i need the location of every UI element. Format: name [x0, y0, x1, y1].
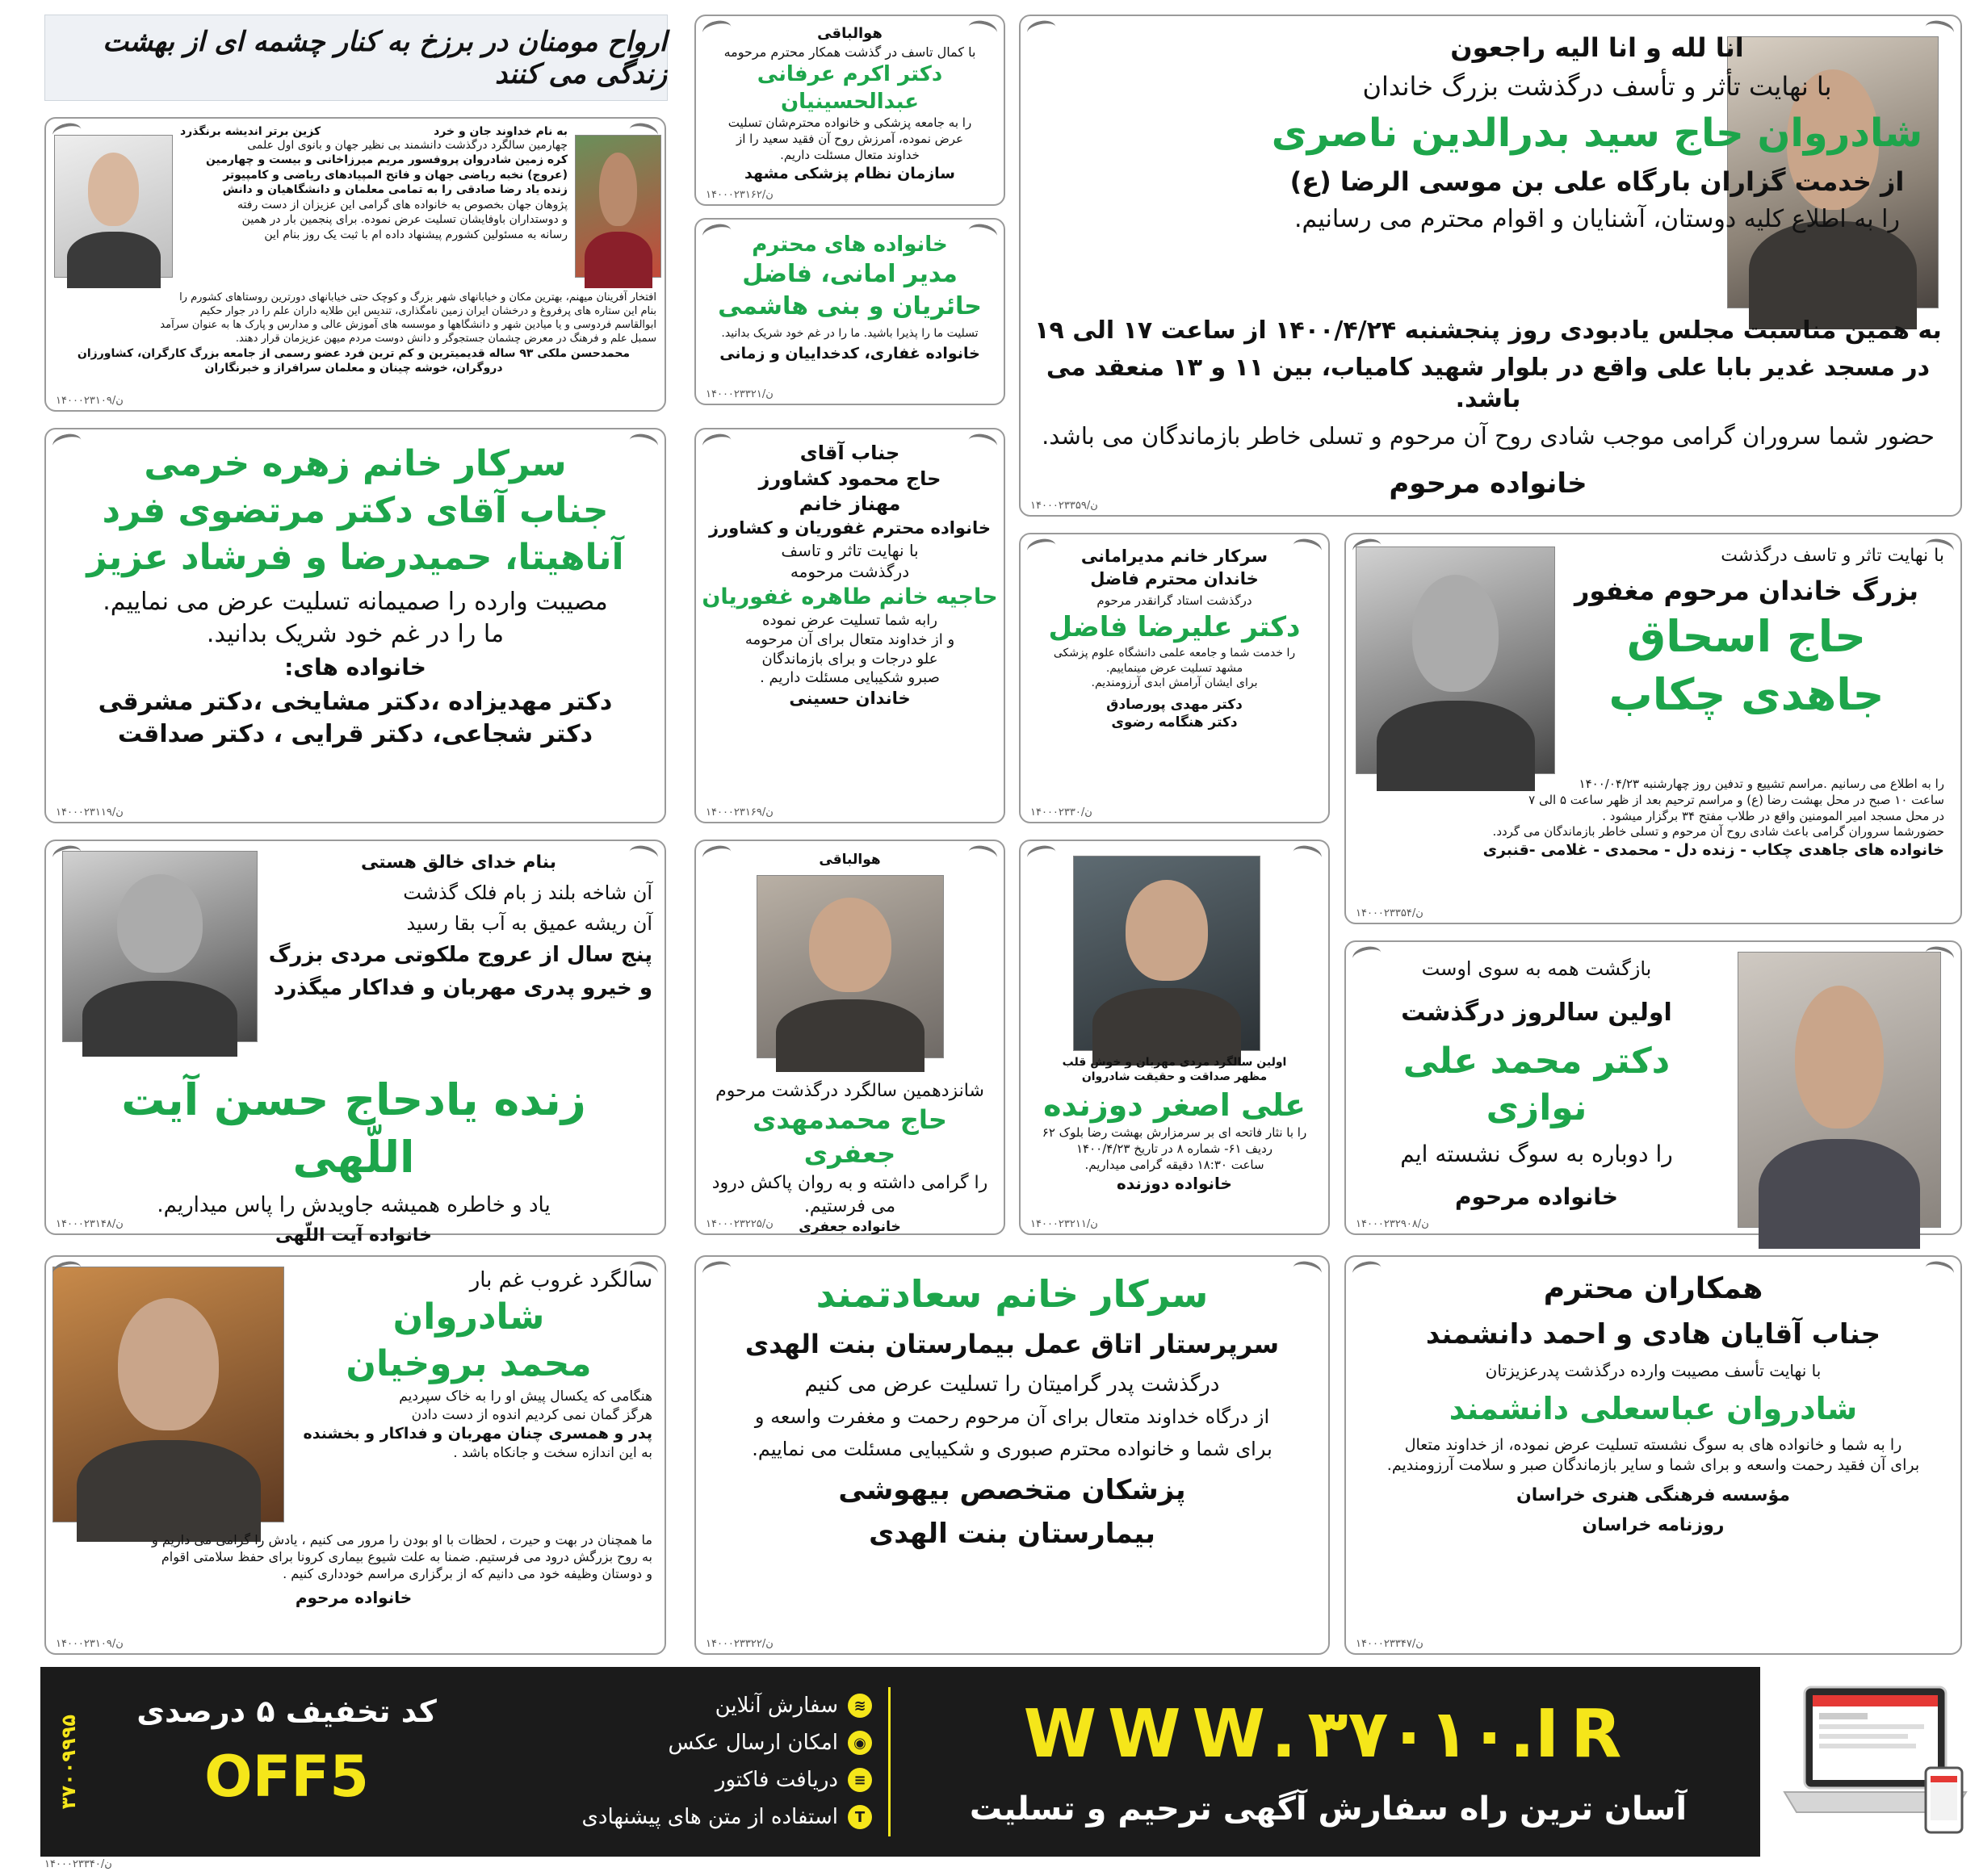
- website-link[interactable]: WWW.۳۷۰۱۰.IR: [1023, 1696, 1633, 1773]
- promo-banner: [40, 1667, 1760, 1857]
- signature: دکتر شجاعی، دکتر قرایی ، دکتر صداقت: [117, 719, 593, 748]
- notice-khorrami: [44, 428, 666, 823]
- addressee: خانواده محترم غفوریان و کشاورز: [708, 518, 991, 538]
- notice-line: ما را در غم خود شریک بدانید.: [206, 619, 505, 648]
- notice-line: مظهر صداقت و حقیقت شادروان: [1081, 1070, 1268, 1084]
- phone-number[interactable]: [48, 1683, 89, 1840]
- notice-line: یاد و خاطره همیشه جاویدش را پاس میداریم.: [157, 1192, 551, 1217]
- deceased-name: حاجیه خانم طاهره غفوریان: [702, 584, 998, 609]
- deceased-name: شادروان عباسعلی دانشمند: [1449, 1390, 1858, 1426]
- ad-code: ۱۴۰۰۰۲۳۱۶۹/ن: [706, 806, 774, 819]
- addressee: جناب آقایان هادی و احمد دانشمند: [1425, 1317, 1881, 1350]
- notice-line: هرگز گمان نمی کردیم اندوه از دست دادن: [411, 1406, 652, 1423]
- notice-line: ساعت ۱۸:۳۰ دقیقه گرامی میداریم.: [1084, 1157, 1264, 1172]
- signature: خانواده های جاهدی چکاب - زنده دل - محمدی - غلامی -قنبری: [1482, 841, 1944, 860]
- notice-line: جناب آقای: [799, 442, 900, 464]
- notice-line: مشهد تسلیت عرض مینماییم.: [1105, 661, 1243, 675]
- discount-code[interactable]: OFF5: [204, 1744, 369, 1811]
- notice-line: رابه شما تسلیت عرض نموده: [762, 612, 937, 630]
- ad-code: ۱۴۰۰۰۲۳۱۰۹/ن: [56, 1638, 124, 1650]
- notice-line: خانواده های محترم: [752, 232, 948, 257]
- ad-code: ۱۴۰۰۰۲۳۱۴۸/ن: [56, 1218, 124, 1230]
- notice-line: سالگرد غروب غم بار: [469, 1268, 652, 1292]
- notice-line: پژوهان جهان بخصوص به خانواده های گرامی این عزیزان از دست رفته: [237, 198, 568, 211]
- signature: سازمان نظام پزشکی مشهد: [744, 164, 955, 182]
- signature: خانواده مرحوم: [295, 1588, 413, 1608]
- notice-line: مصیبت وارده را صمیمانه تسلیت عرض می نماییم.: [103, 588, 608, 617]
- signature: دکتر مهدی پورصادق: [1106, 696, 1243, 713]
- notice-line: هوالباقی: [819, 852, 881, 868]
- notice-line: ساعت ۱۰ صبح در محل بهشت رضا (ع) و مراسم ترحیم بعد از ظهر ساعت ۵ الی ۷: [1528, 792, 1944, 807]
- notice-line: می فرستیم.: [803, 1196, 896, 1216]
- notice-line: هوالباقی: [817, 25, 883, 42]
- laptop-illustration: [1772, 1671, 1966, 1853]
- signature: خاندان حسینی: [789, 689, 911, 709]
- deceased-name: دکتر اکرم عرفانی عبدالحسینیان: [757, 61, 943, 115]
- portrait-jahedi: [1356, 546, 1555, 774]
- invoice-icon: ≡: [848, 1768, 872, 1792]
- ad-code: ۱۴۰۰۰۲۳۳۵۹/ن: [1030, 500, 1098, 512]
- service-invoice[interactable]: ≡ دریافت فاکتور: [493, 1761, 872, 1799]
- laptop-icon: [1772, 1671, 1966, 1853]
- ad-code: ۱۴۰۰۰۲۳۲۹۰۸/ن: [1356, 1218, 1429, 1230]
- notice-line: افتخار آفرینان میهنم، بهترین مکان و خیابانهای شهر بزرگ و کوچک حتی خیابانهای دورترین روستاهای کشورم را: [179, 291, 656, 304]
- notice-line: در محل مسجد امیر المومنین واقع در طلاب مفتح ۳۴ برگزار میشود .: [1602, 808, 1944, 823]
- addressee: آناهیتا، حمیدرضا و فرشاد عزیز: [86, 537, 624, 579]
- notice-line: کزین برتر اندیشه برنگذرد: [180, 125, 321, 138]
- notice-line: رسانه به مسئولین کشورم پیشنهاد داده ام با ثبت یک روز بنام این: [264, 228, 568, 241]
- signature: پزشکان متخصص بیهوشی: [838, 1473, 1186, 1506]
- ad-code: ۱۴۰۰۰۲۳۲۱۱/ن: [1030, 1218, 1098, 1230]
- notice-line: بنام این ستاره های پرفروغ و درخشان ایران زمین نامگذاری، تندیس این طلایه داران علم را در جوار حکیم: [199, 305, 656, 318]
- notice-line: پنج سال از عروج ملکوتی مردی بزرگ: [268, 943, 652, 968]
- notice-jafari: [694, 840, 1005, 1235]
- notice-fazel: [1019, 533, 1330, 823]
- notice-navazi: [1344, 940, 1962, 1235]
- deceased-name: حاج اسحاق: [1627, 611, 1866, 663]
- service-suggested-texts[interactable]: T استفاده از متن های پیشنهادی: [493, 1799, 872, 1836]
- signature: خانواده مرحوم: [1389, 467, 1587, 500]
- notice-erfani: [694, 15, 1005, 206]
- banner-divider: [888, 1687, 891, 1836]
- portrait-borukhian: [52, 1267, 284, 1522]
- notice-line: صبرو شکیبایی مسئلت داریم .: [760, 669, 940, 687]
- notice-line: آن شاخه بلند ز بام فلک گذشت: [403, 881, 652, 905]
- notice-line: را به اطلاع کلیه دوستان، آشنایان و اقوام محترم می رسانیم.: [1294, 205, 1900, 234]
- deceased-name: دکتر علیرضا فاضل: [1048, 611, 1301, 644]
- notice-line: کره زمین شادروان پروفسور مریم میرزاخانی و بیست و چهارمین: [205, 153, 568, 167]
- signature: خانواده جعفری: [799, 1218, 901, 1235]
- signature: خانواده مرحوم: [1454, 1183, 1618, 1211]
- notice-daneshmand: [1344, 1255, 1962, 1655]
- wifi-icon: ≋: [848, 1694, 872, 1718]
- notice-line: برای شما و خانواده محترم صبوری و شکیبایی مسئلت می نماییم.: [752, 1437, 1273, 1460]
- discount-block: [109, 1691, 464, 1815]
- notice-line: در مسجد غدیر بابا علی واقع در بلوار شهید کامیاب، بین ۱۱ و ۱۳ منعقد می باشد.: [1046, 353, 1931, 414]
- notice-line: و دوستان وظیفه خود می دانیم که از برگزاری مراسم خودداری کنیم .: [283, 1566, 652, 1582]
- notice-line: علو درجات و برای بازماندگان: [761, 650, 938, 668]
- text-icon: T: [848, 1805, 872, 1829]
- service-send-photo[interactable]: ◉ امکان ارسال عکس: [493, 1724, 872, 1761]
- notice-line: با نهایت تأثر و تأسف درگذشت بزرگ خاندان: [1362, 71, 1832, 103]
- addressee: سرکار خانم سعادتمند: [815, 1272, 1209, 1316]
- website-block: [912, 1691, 1744, 1831]
- notice-line: را به شما و خانواده های به سوگ نشسته تسلیت عرض نموده، از خداوند متعال: [1404, 1435, 1902, 1454]
- deceased-name: دکتر محمد علی نوازی: [1402, 1041, 1671, 1129]
- notice-line: خداوند متعال مسئلت داریم.: [780, 148, 920, 163]
- ad-code: ۱۴۰۰۰۲۳۳۴۷/ن: [1356, 1638, 1423, 1650]
- family-name: حائریان و بنی هاشمی: [718, 291, 982, 320]
- signature: روزنامه خراسان: [1582, 1515, 1725, 1536]
- service-online-order[interactable]: ≋ سفارش آنلاین: [493, 1687, 872, 1724]
- family-name: مدیر امانی، فاضل: [742, 260, 958, 289]
- ad-code: ۱۴۰۰۰۲۳۳۲۲/ن: [706, 1638, 774, 1650]
- notice-line: بزرگ خاندان مرحوم مغفور: [1574, 576, 1919, 607]
- notice-line: از درگاه خداوند متعال برای آن مرحوم رحمت و مغفرت واسعه و: [754, 1405, 1270, 1429]
- deceased-name: جاهدی چکاب: [1608, 668, 1885, 720]
- notice-ghafourian: [694, 428, 1005, 823]
- notice-line: ردیف ۶۱- شماره ۸ در تاریخ ۱۴۰۰/۴/۲۳: [1075, 1141, 1273, 1156]
- addressee: مهناز خانم: [799, 492, 901, 516]
- addressee: خاندان محترم فاضل: [1090, 568, 1259, 588]
- notice-line: تسلیت ما را پذیرا باشید. ما را در غم خود شریک بدانید.: [721, 326, 979, 340]
- notice-line: ابوالقاسم فردوسی و یا میادین شهر و دانشگاهها و موسسه های آموزش عالی و مدارس و پارک ها به عنوان سرآمد: [160, 319, 656, 332]
- ad-code: ۱۴۰۰۰۲۳۱۶۲/ن: [706, 189, 774, 201]
- notice-line: به همین مناسبت مجلس یادبودی روز پنجشنبه ۱۴۰۰/۴/۲۴ از ساعت ۱۷ الی ۱۹: [1034, 316, 1942, 345]
- notice-borukhian: [44, 1255, 666, 1655]
- ad-code: ۱۴۰۰۰۲۳۳۴۰/ن: [44, 1858, 112, 1870]
- notice-line: را گرامی داشته و به روان پاکش درود: [711, 1172, 988, 1193]
- notice-line: اولین سالگرد مردی مهربان و خوش قلب: [1062, 1056, 1287, 1069]
- notice-line: از خدمت گزاران بارگاه علی بن موسی الرضا (ع): [1289, 165, 1905, 197]
- page-header: ارواح مومنان در برزخ به کنار چشمه ای از بهشت زندگی می کنند: [44, 15, 668, 101]
- deceased-name: علی اصغر دوزنده: [1043, 1087, 1306, 1123]
- notice-amani: [694, 218, 1005, 405]
- notice-saadatmand: [694, 1255, 1330, 1655]
- notice-line: و خیرو پدری مهربان و فداکار میگذرد: [273, 975, 652, 1000]
- portrait-dozandeh: [1073, 856, 1260, 1051]
- notice-line: به نام خداوند جان و خرد: [434, 125, 568, 138]
- notice-naseri: [1019, 15, 1962, 517]
- notice-line: را به اطلاع می رسانیم .مراسم تشییع و تدفین روز چهارشنبه ۱۴۰۰/۰۴/۲۳: [1579, 777, 1944, 791]
- notice-line: بنام خدای خالق هستی: [361, 852, 556, 873]
- signature: خانواده دوزنده: [1117, 1174, 1232, 1194]
- signature: دکتر مهدیزاده ،دکتر مشایخی ،دکتر مشرقی: [98, 688, 613, 717]
- notice-line: با نهایت تأسف مصیبت وارده درگذشت پدرعزیزتان: [1485, 1361, 1822, 1381]
- notice-line: شانزدهمین سالگرد درگذشت مرحوم: [715, 1081, 984, 1101]
- notice-line: ما همچنان در بهت و حیرت ، لحظات با او بودن را مرور می کنیم ، یادش را گرامی می داریم و: [152, 1532, 652, 1547]
- notice-line: حضورشما سروران گرامی باعث شادی روح آن مرحوم و تسلی خاطر بازماندگان می گردد.: [1492, 824, 1944, 840]
- signature: خانواده غفاری، کدخداییان و زمانی: [719, 344, 980, 362]
- ad-code: ۱۴۰۰۰۲۳۳۵۴/ن: [1356, 907, 1423, 919]
- notice-line: با کمال تاسف در گذشت همکار محترم مرحومه: [723, 44, 976, 60]
- notice-mirzakhani: [44, 117, 666, 412]
- notice-line: اولین سالروز درگذشت: [1401, 998, 1672, 1027]
- addressee: سرپرستار اتاق عمل بیمارستان بنت الهدی: [744, 1328, 1280, 1359]
- portrait-ayatollahi: [62, 851, 258, 1042]
- deceased-name: شادروان: [392, 1296, 545, 1338]
- ad-code: ۱۴۰۰۰۲۳۲۲۵/ن: [706, 1218, 774, 1230]
- notice-line: درگذشت استاد گرانقدر مرحوم: [1096, 593, 1252, 609]
- notice-jahedi: [1344, 533, 1962, 924]
- notice-ayatollahi: [44, 840, 666, 1246]
- notice-line: با نهایت تاثر و تاسف: [781, 540, 919, 560]
- notice-line: برای ایشان آرامش ابدی آرزومندیم.: [1091, 676, 1258, 690]
- portrait-navazi: [1738, 952, 1941, 1228]
- deceased-name: حاج محمدمهدی جعفری: [753, 1104, 947, 1170]
- notice-line: انا لله و انا الیه راجعون: [1450, 32, 1744, 63]
- notice-line: و از خداوند متعال برای آن مرحومه: [744, 630, 955, 648]
- deceased-name: زنده یادحاج حسن آیت اللّهی: [121, 1074, 586, 1183]
- signature: دکتر هنگامه رضوی: [1111, 714, 1238, 731]
- signature: مؤسسه فرهنگی هنری خراسان: [1516, 1485, 1790, 1506]
- signature: خانواده آیت اللّهی: [275, 1225, 432, 1246]
- notice-line: (عروج) نخبه ریاضی جهان و فاتح المپیادهای ریاضی و کامپیوتر: [223, 168, 568, 182]
- deceased-name: شادروان حاج سید بدرالدین ناصری: [1271, 111, 1923, 157]
- signature: بیمارستان بنت الهدی: [869, 1518, 1155, 1551]
- phone-text: ۳۷۰۰۹۹۹۵: [57, 1714, 80, 1810]
- portrait-jafari: [757, 875, 944, 1058]
- slogan: آسان ترین راه سفارش آگهی ترحیم و تسلیت: [969, 1790, 1688, 1828]
- ad-code: ۱۴۰۰۰۲۳۱۰۹/ن: [56, 395, 124, 407]
- portrait-sadeghi: [575, 135, 661, 278]
- notice-line: برای آن فقید رحمت واسعه و برای شما و سایر بازماندگان صبر و سلامت آرزومندیم.: [1386, 1456, 1920, 1475]
- notice-line: زنده یاد رضا صادقی را به تمامی معلمان و دانشگاهیان و دانش: [222, 183, 568, 197]
- notice-line: خانواده های:: [284, 654, 426, 681]
- notice-line: درگذشت مرحومه: [790, 562, 910, 582]
- notice-line: چهارمین سالگرد درگذشت دانشمند بی نظیر جهان و بانوی اول علمی: [247, 139, 568, 152]
- signature: دروگران، خوشه چینان و معلمان سرافراز و خبرنگاران: [204, 362, 503, 375]
- notice-line: به این اندازه سخت و جانکاه باشد .: [453, 1445, 652, 1462]
- portrait-mirzakhani: [54, 135, 173, 278]
- ad-code: ۱۴۰۰۰۲۳۱۱۹/ن: [56, 806, 124, 819]
- ad-code: ۱۴۰۰۰۲۳۳۲۱/ن: [706, 388, 774, 400]
- camera-icon: ◉: [848, 1731, 872, 1755]
- notice-line: را با نثار فاتحه ای بر سرمزارش بهشت رضا بلوک ۶۲: [1042, 1125, 1307, 1141]
- notice-line: بازگشت همه به سوی اوست: [1421, 957, 1652, 980]
- addressee: همکاران محترم: [1543, 1272, 1763, 1305]
- notice-line: آن ریشه عمیق به آب بقا رسید: [406, 911, 652, 935]
- notice-line: عرض نموده، آمرزش روح آن فقید سعید را از: [736, 132, 964, 147]
- ad-code: ۱۴۰۰۰۲۳۳۰/ن: [1030, 806, 1092, 819]
- addressee: سرکار خانم مدیرامانی: [1080, 546, 1268, 566]
- addressee: سرکار خانم زهره خرمی: [144, 443, 567, 484]
- addressee: جناب آقای دکتر مرتضوی فرد: [102, 490, 609, 532]
- notice-line: را خدمت شما و جامعه علمی دانشگاه علوم پزشکی: [1053, 647, 1296, 660]
- notice-dozandeh: [1019, 840, 1330, 1235]
- discount-label: کد تخفیف ۵ درصدی: [136, 1694, 437, 1729]
- notice-line: درگذشت پدر گرامیتان را تسلیت عرض می کنیم: [804, 1371, 1220, 1397]
- notice-line: پدر و همسری چنان مهربان و فداکار و بخشنده: [303, 1425, 652, 1443]
- notice-line: حضور شما سروران گرامی موجب شادی روح آن مرحوم و تسلی خاطر بازماندگان می باشد.: [1042, 421, 1935, 450]
- notice-line: سمبل علم و فرهنگ در معرض چشمان جستجوگر و دانش دوست مردم میهن عزیزمان قرار دهند.: [235, 333, 656, 345]
- notice-line: به روح بزرگش درود می فرستیم. ضمنا به علت شیوع بیماری کرونا برای حفظ سلامتی اقوام: [161, 1549, 652, 1565]
- notice-line: را به جامعه پزشکی و خانواده محترم‌شان تسلیت: [727, 115, 972, 131]
- services-list: [493, 1687, 872, 1836]
- deceased-name: محمد بروخیان: [346, 1343, 592, 1385]
- notice-line: با نهایت تاثر و تاسف درگذشت: [1721, 546, 1944, 566]
- notice-line: را دوباره به سوگ نشسته ایم: [1400, 1141, 1673, 1168]
- notice-line: محمدحسن ملکی ۹۳ ساله قدیمیترین و کم ترین فرد عضو رسمی از جامعه بزرگ کارگران، کشاورزان: [77, 346, 631, 360]
- addressee: حاج محمود کشاورز: [758, 467, 941, 490]
- notice-line: هنگامی که یکسال پیش او را به خاک سپردیم: [399, 1388, 652, 1405]
- notice-line: و دوستداران باوفایشان تسلیت عرض نموده. برای پنجمین بار در همین: [241, 213, 568, 227]
